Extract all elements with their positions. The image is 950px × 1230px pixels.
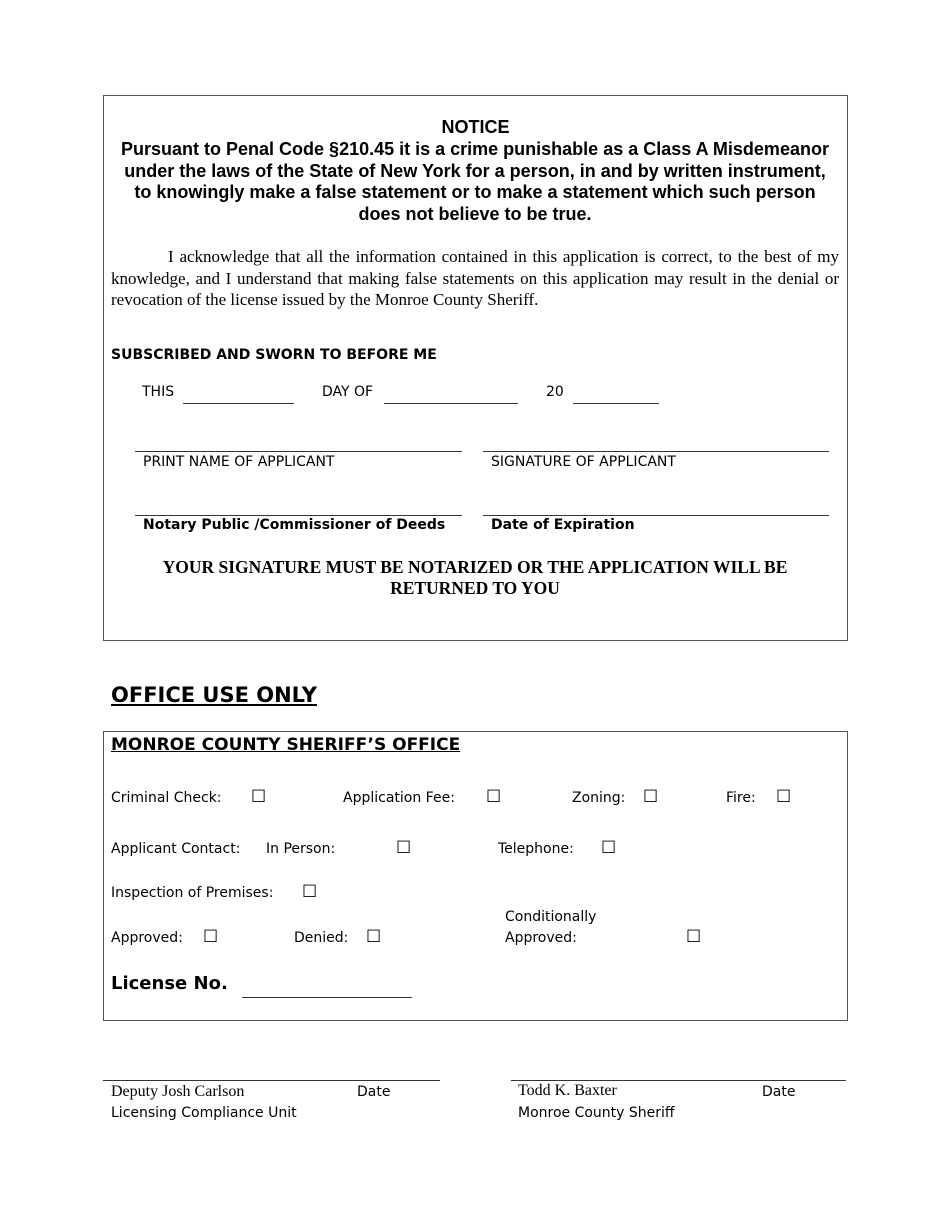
sheriff-office-heading: MONROE COUNTY SHERIFF’S OFFICE <box>111 735 461 755</box>
license-no-field[interactable] <box>242 997 412 998</box>
approved-label: Approved: <box>111 930 183 946</box>
denied-checkbox[interactable]: ☐ <box>366 927 382 947</box>
application-fee-checkbox[interactable]: ☐ <box>486 787 502 807</box>
acknowledgement-text: I acknowledge that all the information contained in this application is correct, to the best of my knowledge, and I understand that making false statements on this application may result in the denial or revocation of the license issued by the Monroe County Sheriff. <box>111 247 839 309</box>
year-prefix: 20 <box>546 384 564 400</box>
signature-label: SIGNATURE OF APPLICANT <box>491 454 676 470</box>
in-person-checkbox[interactable]: ☐ <box>396 838 412 858</box>
conditionally-approved-checkbox[interactable]: ☐ <box>686 927 702 947</box>
criminal-check-checkbox[interactable]: ☐ <box>251 787 267 807</box>
day-of-label: DAY OF <box>322 384 374 400</box>
inspection-label: Inspection of Premises: <box>111 885 274 901</box>
conditionally-label: Conditionally <box>505 909 597 925</box>
deputy-signature-line[interactable] <box>103 1080 440 1081</box>
signature-line[interactable] <box>483 451 829 452</box>
notice-title: NOTICE <box>441 117 510 137</box>
sheriff-name: Todd K. Baxter <box>518 1082 617 1099</box>
office-use-heading: OFFICE USE ONLY <box>111 683 318 707</box>
this-day-field[interactable] <box>183 403 294 404</box>
this-label: THIS <box>142 384 175 400</box>
expiration-label: Date of Expiration <box>491 517 635 533</box>
sheriff-date-label: Date <box>762 1084 796 1100</box>
fire-checkbox[interactable]: ☐ <box>776 787 792 807</box>
year-field[interactable] <box>573 403 659 404</box>
sworn-heading: SUBSCRIBED AND SWORN TO BEFORE ME <box>111 347 437 363</box>
applicant-contact-label: Applicant Contact: <box>111 841 241 857</box>
print-name-line[interactable] <box>135 451 462 452</box>
denied-label: Denied: <box>294 930 349 946</box>
notary-label: Notary Public /Commissioner of Deeds <box>143 517 446 533</box>
license-no-label: License No. <box>111 973 228 994</box>
deputy-name: Deputy Josh Carlson <box>111 1083 245 1100</box>
zoning-label: Zoning: <box>572 790 626 806</box>
telephone-label: Telephone: <box>498 841 574 857</box>
fire-label: Fire: <box>726 790 756 806</box>
notice-penal-code-text: Pursuant to Penal Code §210.45 it is a crime punishable as a Class A Misdemeanor under the laws of the State of New York for a person, in and by written instrument, to knowingly make a false statement or to make a statement which such person does not believe to be true. <box>121 139 829 224</box>
notarization-warning: YOUR SIGNATURE MUST BE NOTARIZED OR THE APPLICATION WILL BE RETURNED TO YOU <box>162 557 788 598</box>
telephone-checkbox[interactable]: ☐ <box>601 838 617 858</box>
month-field[interactable] <box>384 403 518 404</box>
deputy-date-label: Date <box>357 1084 391 1100</box>
deputy-title: Licensing Compliance Unit <box>111 1105 297 1121</box>
criminal-check-label: Criminal Check: <box>111 790 222 806</box>
approved-checkbox[interactable]: ☐ <box>203 927 219 947</box>
inspection-checkbox[interactable]: ☐ <box>302 882 318 902</box>
print-name-label: PRINT NAME OF APPLICANT <box>143 454 335 470</box>
application-fee-label: Application Fee: <box>343 790 455 806</box>
notary-line[interactable] <box>135 515 462 516</box>
in-person-label: In Person: <box>266 841 336 857</box>
sheriff-title: Monroe County Sheriff <box>518 1105 675 1121</box>
zoning-checkbox[interactable]: ☐ <box>643 787 659 807</box>
sheriff-signature-line[interactable] <box>511 1080 846 1081</box>
conditionally-approved-label: Approved: <box>505 930 577 946</box>
expiration-line[interactable] <box>483 515 829 516</box>
